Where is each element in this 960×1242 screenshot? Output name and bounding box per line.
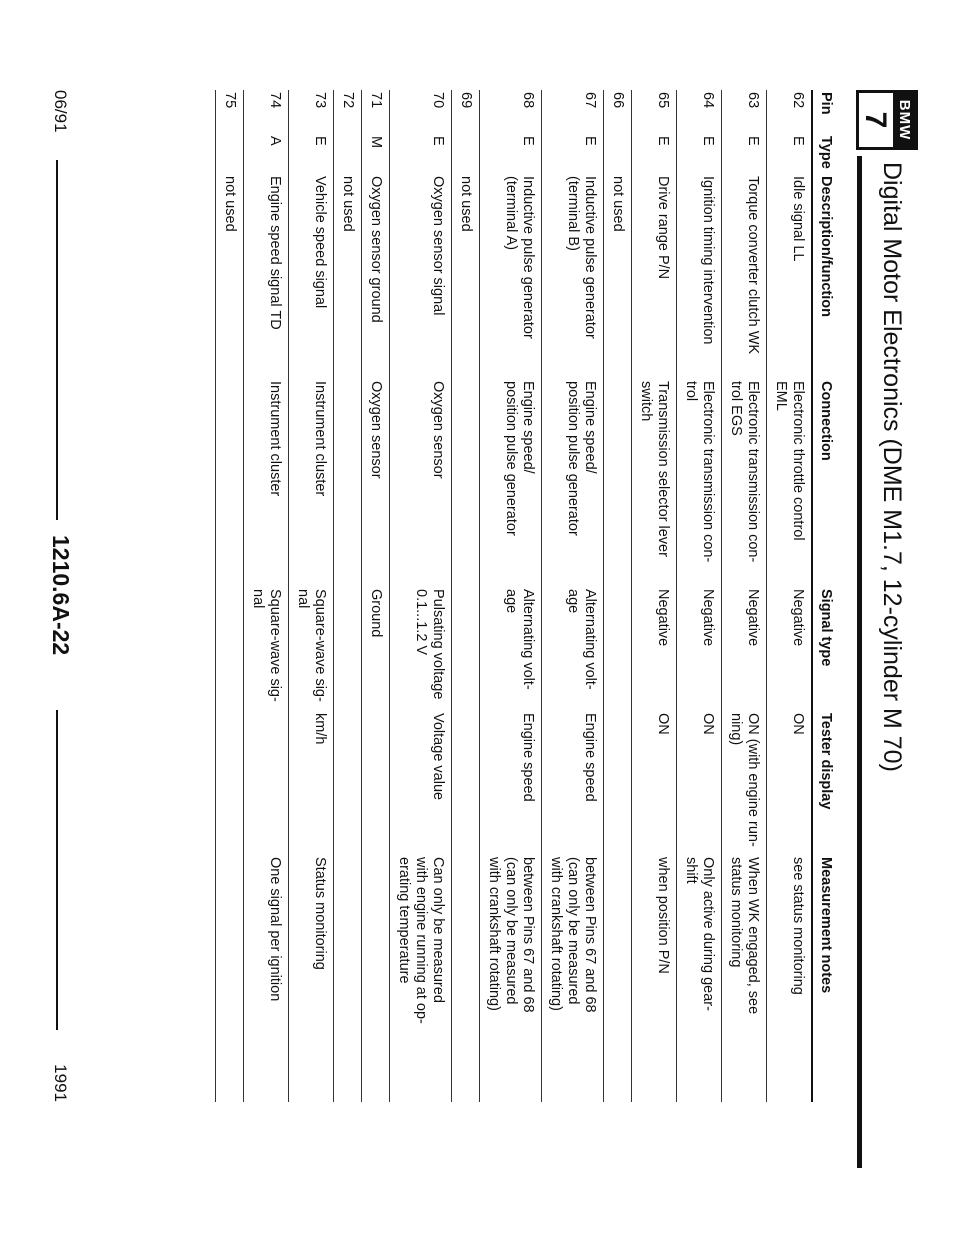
cell-signal-type: Alternating volt- age <box>565 589 598 690</box>
col-header-type: Type <box>818 136 834 169</box>
col-header-pin: Pin <box>818 92 834 115</box>
badge-number: 7 <box>859 111 892 129</box>
col-header-tester-display: Tester display <box>818 713 834 810</box>
cell-type: E <box>700 136 716 146</box>
cell-signal-type: Negative <box>700 589 716 647</box>
cell-tester-display <box>457 713 474 857</box>
cell-connection: Electronic throttle control EML <box>773 381 806 541</box>
cell-tester-display <box>367 713 384 857</box>
cell-pin: 66 <box>610 92 626 109</box>
footer-rule-right <box>56 710 58 1030</box>
col-header-description: Description/function <box>818 176 834 317</box>
cell-connection <box>457 381 474 589</box>
table-row <box>243 90 288 1102</box>
cell-measurement-notes <box>457 857 474 1082</box>
cell-description: Oxygen sensor ground <box>368 176 384 323</box>
cell-connection: Electronic transmission con- trol <box>683 381 716 563</box>
table-row <box>676 90 721 1102</box>
cell-measurement-notes: when position P/N <box>655 857 671 974</box>
cell-connection: Transmission selector lever switch <box>638 381 671 557</box>
cell-signal-type: Square-wave sig- nal <box>295 589 328 702</box>
cell-description: not used <box>222 176 238 232</box>
page-title: Digital Motor Electronics (DME M1.7, 12-cylinder M 70) <box>878 162 906 772</box>
table-row <box>631 90 676 1102</box>
cell-measurement-notes: see status monitoring <box>790 857 806 995</box>
cell-type: E <box>312 136 328 146</box>
bmw-series-badge <box>856 90 918 150</box>
header-rule <box>857 156 862 1168</box>
cell-connection: Oxygen sensor <box>430 381 446 479</box>
cell-tester-display <box>249 713 283 857</box>
cell-measurement-notes: When WK engaged, see status monitoring <box>728 857 761 1015</box>
cell-connection: Oxygen sensor <box>368 381 384 479</box>
cell-type <box>609 136 626 176</box>
cell-description: Oxygen sensor signal <box>430 176 446 316</box>
cell-tester-display: km/h <box>312 713 328 745</box>
cell-type: E <box>745 136 761 146</box>
cell-description: Drive range P/N <box>655 176 671 280</box>
footer-page-code: 1210.6A-22 <box>48 535 74 656</box>
cell-measurement-notes <box>367 857 384 1082</box>
cell-connection: Engine speed/ position pulse generator <box>565 381 598 536</box>
cell-connection: Engine speed/ position pulse generator <box>503 381 536 536</box>
cell-description: Inductive pulse generator (terminal A) <box>503 176 536 339</box>
cell-measurement-notes <box>221 857 238 1082</box>
badge-brand: BMW <box>893 93 915 147</box>
cell-description: not used <box>458 176 474 232</box>
cell-tester-display: ON <box>700 713 716 735</box>
cell-pin: 73 <box>312 92 328 109</box>
cell-connection: Instrument cluster <box>267 381 283 497</box>
table-row <box>451 90 479 1102</box>
table-row <box>215 90 243 1102</box>
cell-description: Inductive pulse generator (terminal B) <box>565 176 598 339</box>
cell-signal-type: Ground <box>368 589 384 638</box>
cell-connection <box>339 381 356 589</box>
cell-type: E <box>430 136 446 146</box>
cell-signal-type <box>457 589 474 713</box>
cell-pin: 71 <box>368 92 384 109</box>
cell-measurement-notes <box>339 857 356 1082</box>
cell-type: M <box>368 136 384 149</box>
cell-measurement-notes: between Pins 67 and 68 (can only be measured with crankshaft rotating) <box>548 857 598 1013</box>
cell-description: not used <box>610 176 626 232</box>
table-row <box>288 90 333 1102</box>
table-row <box>389 90 451 1102</box>
footer-date: 06/91 <box>51 90 70 133</box>
cell-type <box>221 136 238 176</box>
table-header <box>811 90 842 1102</box>
footer-year: 1991 <box>51 1064 70 1102</box>
cell-signal-type: Negative <box>655 589 671 647</box>
cell-pin: 74 <box>267 92 283 109</box>
cell-tester-display <box>609 713 626 857</box>
cell-description: Engine speed signal TD <box>267 176 283 330</box>
cell-signal-type: Pulsating voltage 0.1...1.2 V <box>413 589 446 700</box>
cell-connection: Electronic transmission con- trol EGS <box>728 381 761 563</box>
cell-pin: 62 <box>790 92 806 109</box>
col-header-signal-type: Signal type <box>818 589 834 667</box>
col-header-connection: Connection <box>818 381 834 461</box>
cell-tester-display: ON <box>790 713 806 735</box>
cell-type: E <box>582 136 598 146</box>
cell-measurement-notes: Can only be measured with engine running at op- erating temperature <box>396 857 446 1024</box>
table-row <box>333 90 361 1102</box>
pin-table <box>215 90 842 1102</box>
cell-connection <box>609 381 626 589</box>
cell-type <box>457 136 474 176</box>
table-row <box>361 90 389 1102</box>
cell-type: E <box>520 136 536 146</box>
table-row <box>541 90 603 1102</box>
page-header <box>850 90 920 1202</box>
cell-pin: 72 <box>340 92 356 109</box>
cell-pin: 67 <box>582 92 598 109</box>
cell-signal-type <box>609 589 626 713</box>
page-footer <box>40 90 74 1102</box>
cell-signal-type <box>221 589 238 713</box>
cell-type: E <box>790 136 806 146</box>
cell-description: Vehicle speed signal <box>312 176 328 309</box>
cell-pin: 63 <box>745 92 761 109</box>
cell-tester-display: ON (with engine run- ning) <box>728 713 761 847</box>
col-header-measurement-notes: Measurement notes <box>818 857 834 994</box>
cell-tester-display: Engine speed <box>582 713 598 802</box>
cell-measurement-notes: Only active during gear- shift <box>683 857 716 1011</box>
cell-type: A <box>267 136 283 146</box>
cell-signal-type: Negative <box>790 589 806 647</box>
cell-pin: 69 <box>458 92 474 109</box>
table-row <box>479 90 541 1102</box>
cell-tester-display: ON <box>655 713 671 735</box>
cell-pin: 75 <box>222 92 238 109</box>
footer-rule-left <box>56 160 58 520</box>
cell-type <box>339 136 356 176</box>
cell-description: not used <box>340 176 356 232</box>
cell-description: Idle signal LL <box>790 176 806 262</box>
cell-tester-display <box>339 713 356 857</box>
cell-pin: 64 <box>700 92 716 109</box>
table-row <box>603 90 631 1102</box>
cell-tester-display: Voltage value <box>430 713 446 801</box>
cell-type: E <box>655 136 671 146</box>
table-body <box>215 90 811 1102</box>
cell-measurement-notes: One signal per ignition <box>267 857 283 1002</box>
cell-measurement-notes <box>609 857 626 1082</box>
cell-pin: 70 <box>430 92 446 109</box>
table-row <box>721 90 766 1102</box>
cell-signal-type: Alternating volt- age <box>503 589 536 690</box>
cell-connection <box>221 381 238 589</box>
table-row <box>766 90 811 1102</box>
cell-measurement-notes: between Pins 67 and 68 (can only be measured with crankshaft rotating) <box>486 857 536 1013</box>
cell-signal-type: Negative <box>745 589 761 647</box>
cell-tester-display <box>221 713 238 857</box>
cell-tester-display: Engine speed <box>520 713 536 802</box>
cell-signal-type: Square-wave sig- nal <box>250 589 283 702</box>
cell-connection: Instrument cluster <box>312 381 328 497</box>
cell-description: Torque converter clutch WK <box>745 176 761 355</box>
cell-description: Ignition timing intervention <box>700 176 716 345</box>
cell-pin: 68 <box>520 92 536 109</box>
cell-measurement-notes: Status monitoring <box>312 857 328 970</box>
cell-pin: 65 <box>655 92 671 109</box>
cell-signal-type <box>339 589 356 713</box>
